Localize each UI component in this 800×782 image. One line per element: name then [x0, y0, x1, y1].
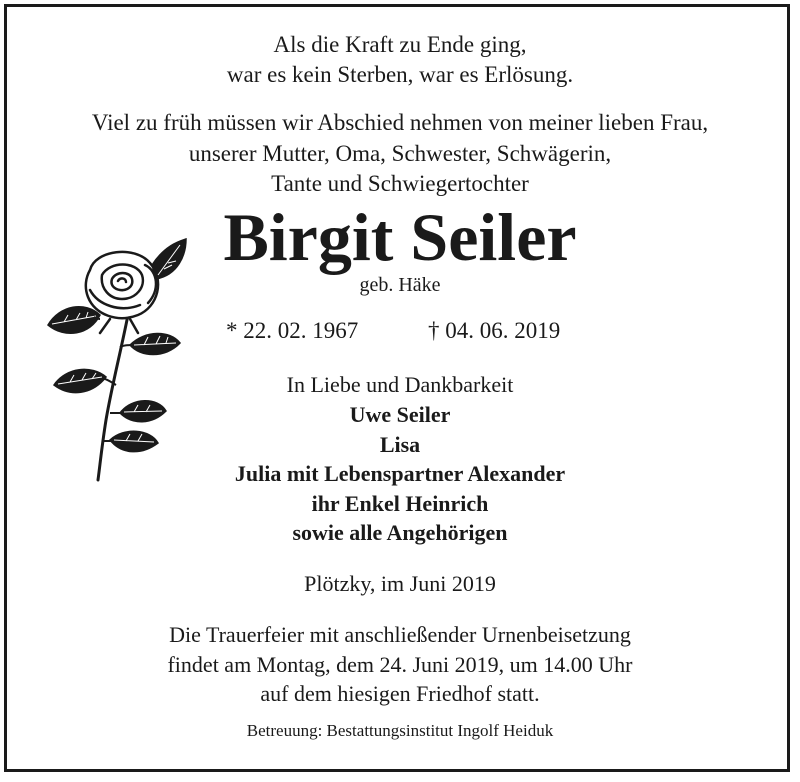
- mourners-intro: In Liebe und Dankbarkeit: [286, 372, 514, 397]
- mourner-name: sowie alle Angehörigen: [292, 520, 508, 545]
- birth-date: * 22. 02. 1967: [226, 318, 359, 343]
- verse-line-1: Als die Kraft zu Ende ging,: [273, 32, 527, 57]
- mourner-name: Uwe Seiler: [349, 402, 451, 427]
- maiden-name: geb. Häke: [359, 274, 441, 296]
- mourner-name: Julia mit Lebenspartner Alexander: [234, 461, 566, 486]
- service-line-1: Die Trauerfeier mit anschließender Urnenbeisetzung: [169, 622, 631, 647]
- mourner-name: Lisa: [379, 432, 421, 457]
- death-date: † 04. 06. 2019: [428, 318, 561, 343]
- service-line-2: findet am Montag, dem 24. Juni 2019, um 14.00 Uhr: [167, 652, 633, 677]
- funeral-home-credit: Betreuung: Bestattungsinstitut Ingolf Heiduk: [246, 721, 554, 740]
- intro-line-1: Viel zu früh müssen wir Abschied nehmen von meiner lieben Frau,: [91, 110, 709, 135]
- verse-line-2: war es kein Sterben, war es Erlösung.: [226, 62, 574, 87]
- place-date: Plötzky, im Juni 2019: [304, 571, 496, 596]
- service-line-3: auf dem hiesigen Friedhof statt.: [260, 681, 540, 706]
- intro-line-2: unserer Mutter, Oma, Schwester, Schwägerin,: [188, 141, 612, 166]
- intro-line-3: Tante und Schwiegertochter: [271, 171, 529, 196]
- deceased-name: Birgit Seiler: [223, 199, 577, 275]
- mourner-name: ihr Enkel Heinrich: [311, 491, 489, 516]
- rose-icon: [40, 235, 190, 485]
